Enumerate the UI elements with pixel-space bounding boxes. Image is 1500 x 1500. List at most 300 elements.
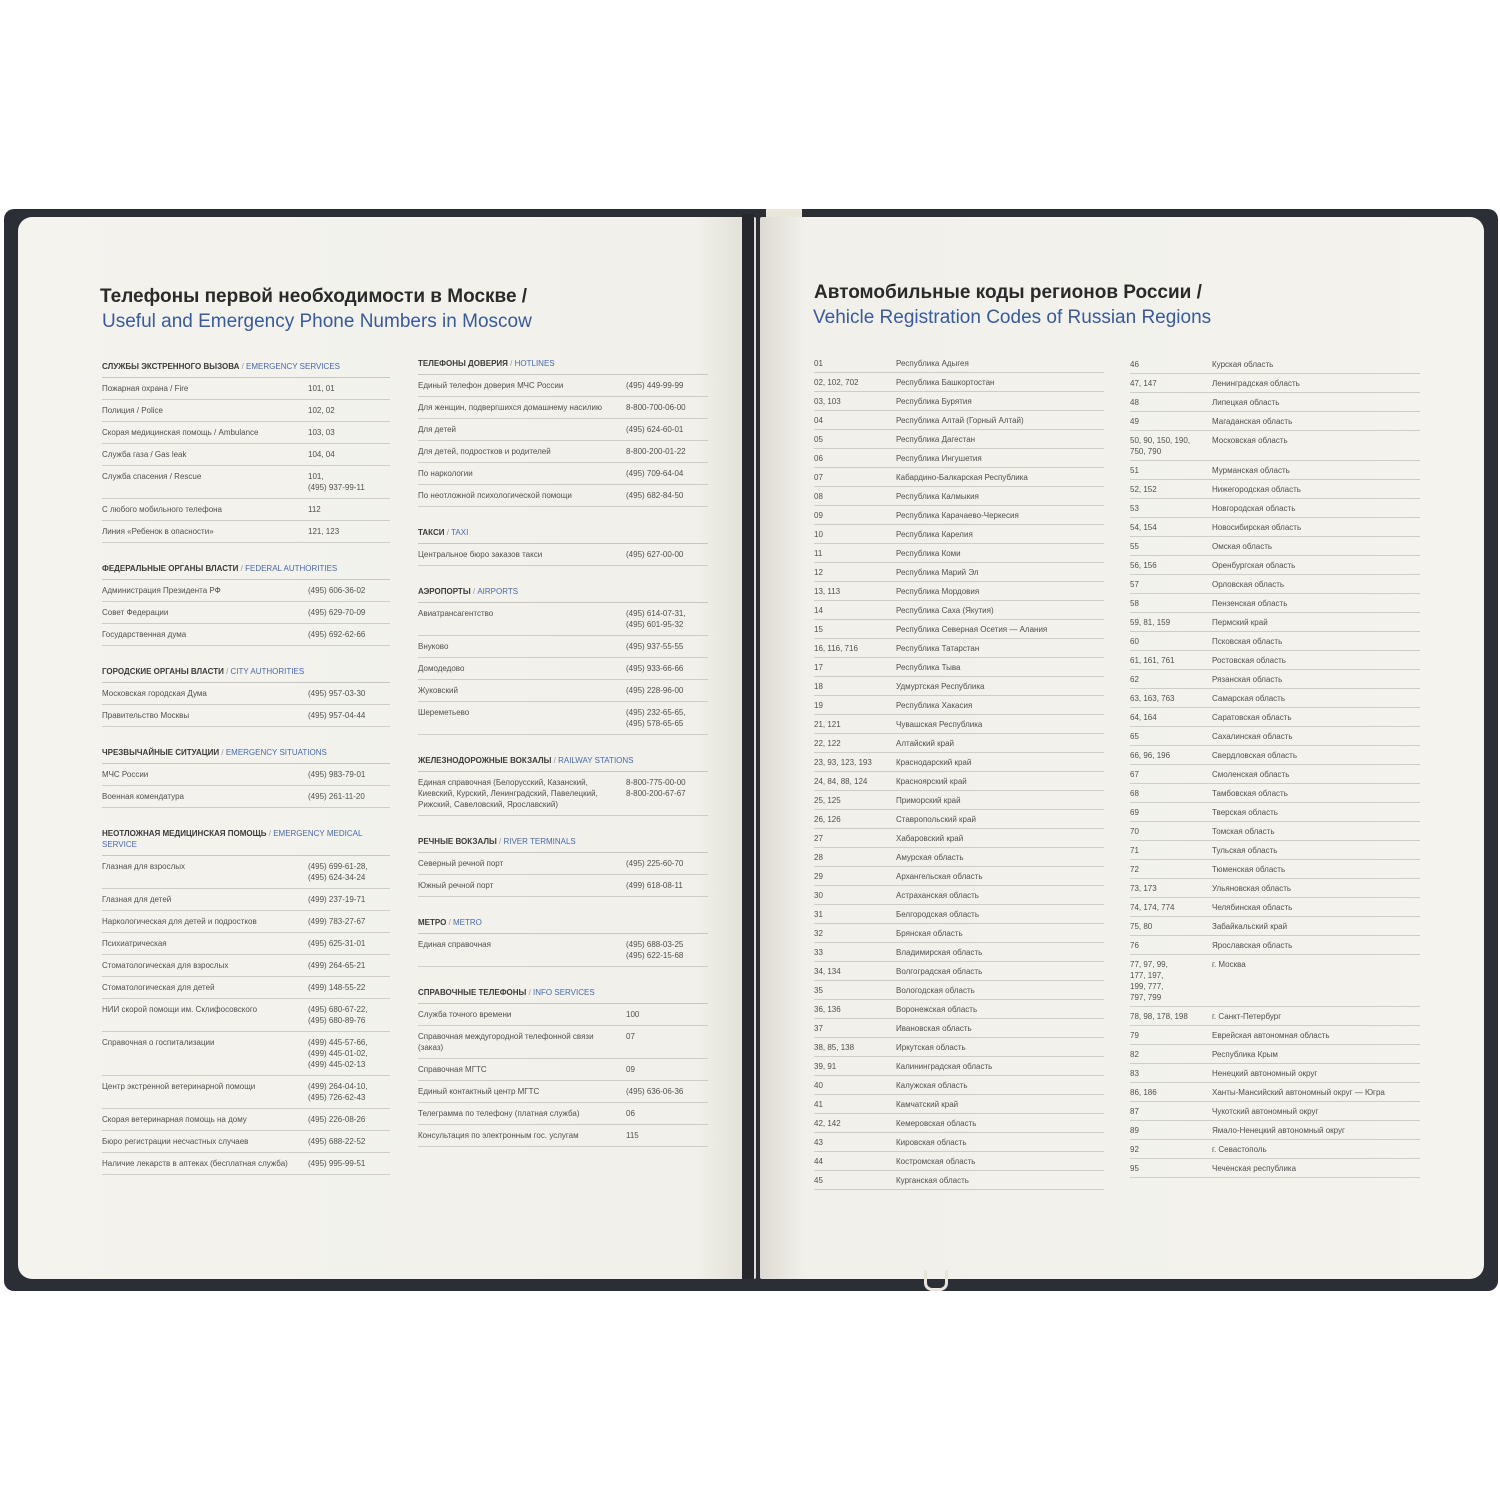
phone-row xyxy=(102,1153,390,1175)
phone-section xyxy=(418,527,708,566)
phone-section xyxy=(418,987,708,1147)
phone-row xyxy=(102,1109,390,1131)
phone-number: (495) 957-04-44 xyxy=(308,711,366,720)
phone-service-name: Для детей xyxy=(418,425,456,434)
region-row xyxy=(1130,431,1420,461)
region-row xyxy=(814,544,1104,563)
section-title-en: CITY AUTHORITIES xyxy=(230,667,305,676)
region-code: 09 xyxy=(814,511,823,520)
region-code: 23, 93, 123, 193 xyxy=(814,758,872,767)
phone-service-name: Бюро регистрации несчастных случаев xyxy=(102,1137,249,1146)
region-name: г. Санкт-Петербург xyxy=(1212,1012,1282,1021)
region-row xyxy=(1130,917,1420,936)
phone-number: (495) 688-03-25 (495) 622-15-68 xyxy=(626,940,684,960)
region-name: Республика Саха (Якутия) xyxy=(896,606,994,615)
region-code: 15 xyxy=(814,625,823,634)
phone-row xyxy=(102,856,390,889)
region-row xyxy=(814,924,1104,943)
region-code: 46 xyxy=(1130,360,1139,369)
phone-service-name: Северный речной порт xyxy=(418,859,504,868)
region-code: 38, 85, 138 xyxy=(814,1043,855,1052)
region-row xyxy=(814,1133,1104,1152)
region-name: г. Севастополь xyxy=(1212,1145,1267,1154)
region-row xyxy=(1130,393,1420,412)
phone-service-name: Служба спасения / Rescue xyxy=(102,472,202,481)
phone-service-name: Центральное бюро заказов такси xyxy=(418,550,543,559)
section-title-ru: СПРАВОЧНЫЕ ТЕЛЕФОНЫ xyxy=(418,988,527,997)
region-code: 43 xyxy=(814,1138,823,1147)
region-name: Республика Татарстан xyxy=(896,644,980,653)
bookmark-tab xyxy=(766,209,802,217)
phone-number: 101, (495) 937-99-11 xyxy=(308,472,365,492)
phone-row xyxy=(418,441,708,463)
region-name: Амурская область xyxy=(896,853,964,862)
phone-service-name: Южный речной порт xyxy=(418,881,494,890)
region-code: 54, 154 xyxy=(1130,523,1157,532)
region-row xyxy=(814,468,1104,487)
section-title-ru: ЖЕЛЕЗНОДОРОЖНЫЕ ВОКЗАЛЫ xyxy=(418,756,552,765)
region-name: Республика Ингушетия xyxy=(896,454,982,463)
region-row xyxy=(1130,1083,1420,1102)
region-name: Приморский край xyxy=(896,796,961,805)
phone-number: (495) 629-70-09 xyxy=(308,608,366,617)
phone-row xyxy=(102,683,390,705)
region-name: Красноярский край xyxy=(896,777,967,786)
region-row xyxy=(814,639,1104,658)
region-name: Брянская область xyxy=(896,929,963,938)
region-name: Волгоградская область xyxy=(896,967,983,976)
region-code: 82 xyxy=(1130,1050,1139,1059)
phone-number: 102, 02 xyxy=(308,406,335,415)
region-name: Республика Бурятия xyxy=(896,397,972,406)
phone-row xyxy=(102,400,390,422)
region-row xyxy=(1130,822,1420,841)
region-code: 25, 125 xyxy=(814,796,841,805)
region-code: 24, 84, 88, 124 xyxy=(814,777,868,786)
region-row xyxy=(814,962,1104,981)
region-codes-column-2 xyxy=(1130,355,1420,1178)
region-row xyxy=(814,620,1104,639)
phone-number: (495) 624-60-01 xyxy=(626,425,684,434)
section-title-ru: НЕОТЛОЖНАЯ МЕДИЦИНСКАЯ ПОМОЩЬ xyxy=(102,829,267,838)
region-code: 02, 102, 702 xyxy=(814,378,859,387)
phone-service-name: Авиатрансагентство xyxy=(418,609,494,618)
region-code: 75, 80 xyxy=(1130,922,1153,931)
region-code: 11 xyxy=(814,549,823,558)
phone-service-name: Наркологическая для детей и подростков xyxy=(102,917,257,926)
phone-row xyxy=(418,875,708,897)
region-name: Республика Северная Осетия — Алания xyxy=(896,625,1048,634)
section-heading xyxy=(418,917,708,934)
phone-number: (495) 957-03-30 xyxy=(308,689,366,698)
phone-number: 103, 03 xyxy=(308,428,335,437)
region-name: Ярославская область xyxy=(1212,941,1293,950)
region-code: 65 xyxy=(1130,732,1139,741)
region-name: Чукотский автономный округ xyxy=(1212,1107,1319,1116)
region-name: Калужская область xyxy=(896,1081,968,1090)
section-heading xyxy=(102,747,390,764)
region-name: Свердловская область xyxy=(1212,751,1297,760)
phone-service-name: Военная комендатура xyxy=(102,792,184,801)
region-name: Смоленская область xyxy=(1212,770,1290,779)
phone-row xyxy=(102,499,390,521)
phone-service-name: Для женщин, подвергшихся домашнему насилию xyxy=(418,403,603,412)
region-name: Ямало-Ненецкий автономный округ xyxy=(1212,1126,1345,1135)
section-title-en: AIRPORTS xyxy=(477,587,519,596)
phone-section xyxy=(418,836,708,897)
region-code: 63, 163, 763 xyxy=(1130,694,1175,703)
region-code: 40 xyxy=(814,1081,823,1090)
right-title-ru: Автомобильные коды регионов России / xyxy=(814,282,1202,303)
region-name: Астраханская область xyxy=(896,891,979,900)
phone-section xyxy=(102,563,390,646)
phone-row xyxy=(102,466,390,499)
region-row xyxy=(814,753,1104,772)
phone-number: (495) 261-11-20 xyxy=(308,792,365,801)
region-name: Курская область xyxy=(1212,360,1274,369)
region-name: Республика Тыва xyxy=(896,663,961,672)
region-name: Ставропольский край xyxy=(896,815,976,824)
region-code: 92 xyxy=(1130,1145,1139,1154)
section-heading xyxy=(102,666,390,683)
phone-row xyxy=(418,1125,708,1147)
region-row xyxy=(814,449,1104,468)
region-row xyxy=(814,677,1104,696)
region-row xyxy=(814,506,1104,525)
phone-service-name: Стоматологическая для взрослых xyxy=(102,961,229,970)
region-name: Ненецкий автономный округ xyxy=(1212,1069,1318,1078)
phone-service-name: Служба газа / Gas leak xyxy=(102,450,187,459)
region-name: Нижегородская область xyxy=(1212,485,1301,494)
section-title-ru: ТАКСИ xyxy=(418,528,445,537)
region-row xyxy=(814,411,1104,430)
region-code: 49 xyxy=(1130,417,1139,426)
region-row xyxy=(1130,374,1420,393)
region-name: Ивановская область xyxy=(896,1024,972,1033)
region-row xyxy=(814,943,1104,962)
phone-service-name: Скорая медицинская помощь / Ambulance xyxy=(102,428,259,437)
region-row xyxy=(814,525,1104,544)
region-code: 87 xyxy=(1130,1107,1139,1116)
region-row xyxy=(1130,556,1420,575)
region-code: 45 xyxy=(814,1176,823,1185)
phone-number: 121, 123 xyxy=(308,527,340,536)
phone-service-name: Психиатрическая xyxy=(102,939,167,948)
region-row xyxy=(1130,518,1420,537)
phone-service-name: Пожарная охрана / Fire xyxy=(102,384,189,393)
phone-number: (499) 237-19-71 xyxy=(308,895,366,904)
region-name: Томская область xyxy=(1212,827,1275,836)
region-code: 57 xyxy=(1130,580,1139,589)
phone-service-name: Домодедово xyxy=(418,664,465,673)
phone-section xyxy=(418,917,708,967)
phone-service-name: Правительство Москвы xyxy=(102,711,190,720)
region-code: 41 xyxy=(814,1100,823,1109)
phone-number: (495) 606-36-02 xyxy=(308,586,366,595)
region-row xyxy=(1130,1102,1420,1121)
region-code: 77, 97, 99, 177, 197, 199, 777, 797, 799 xyxy=(1130,960,1168,1002)
phone-service-name: Внуково xyxy=(418,642,449,651)
region-row xyxy=(814,696,1104,715)
region-row xyxy=(814,715,1104,734)
section-title-en: RAILWAY STATIONS xyxy=(558,756,634,765)
region-code: 58 xyxy=(1130,599,1139,608)
phone-section xyxy=(102,828,390,1175)
region-name: Алтайский край xyxy=(896,739,955,748)
phone-row xyxy=(418,1081,708,1103)
region-code: 47, 147 xyxy=(1130,379,1157,388)
region-name: Республика Башкортостан xyxy=(896,378,995,387)
region-code: 56, 156 xyxy=(1130,561,1157,570)
region-code: 78, 98, 178, 198 xyxy=(1130,1012,1188,1021)
region-row xyxy=(1130,803,1420,822)
phone-service-name: Единый контактный центр МГТС xyxy=(418,1087,540,1096)
section-title-en: EMERGENCY SITUATIONS xyxy=(225,748,327,757)
region-row xyxy=(1130,955,1420,1007)
phone-section xyxy=(102,747,390,808)
region-row xyxy=(814,829,1104,848)
phone-section xyxy=(102,666,390,727)
region-row xyxy=(1130,898,1420,917)
region-code: 35 xyxy=(814,986,823,995)
phone-section xyxy=(102,361,390,543)
phone-row xyxy=(102,378,390,400)
phone-service-name: Скорая ветеринарная помощь на дому xyxy=(102,1115,247,1124)
region-row xyxy=(1130,1140,1420,1159)
region-row xyxy=(814,430,1104,449)
phone-number: (499) 148-55-22 xyxy=(308,983,366,992)
region-row xyxy=(814,810,1104,829)
region-name: Тамбовская область xyxy=(1212,789,1288,798)
phone-row xyxy=(102,1076,390,1109)
phone-number: (495) 680-67-22, (495) 680-89-76 xyxy=(308,1005,368,1025)
section-title-ru: ФЕДЕРАЛЬНЫЕ ОРГАНЫ ВЛАСТИ xyxy=(102,564,239,573)
region-code: 95 xyxy=(1130,1164,1139,1173)
region-row xyxy=(814,601,1104,620)
region-row xyxy=(1130,784,1420,803)
section-separator: / xyxy=(507,359,515,368)
phone-number: (495) 225-60-70 xyxy=(626,859,684,868)
phone-row xyxy=(418,636,708,658)
region-name: Забайкальский край xyxy=(1212,922,1288,931)
region-row xyxy=(1130,670,1420,689)
phone-service-name: Справочная о госпитализации xyxy=(102,1038,215,1047)
region-name: Тверская область xyxy=(1212,808,1278,817)
region-row xyxy=(1130,765,1420,784)
region-code: 61, 161, 761 xyxy=(1130,656,1175,665)
phone-number: (495) 636-06-36 xyxy=(626,1087,684,1096)
region-row xyxy=(1130,1007,1420,1026)
section-separator: / xyxy=(266,829,274,838)
phone-row xyxy=(418,485,708,507)
region-name: Челябинская область xyxy=(1212,903,1293,912)
region-row xyxy=(814,582,1104,601)
section-separator: / xyxy=(238,564,246,573)
region-code: 17 xyxy=(814,663,823,672)
region-code: 74, 174, 774 xyxy=(1130,903,1175,912)
phone-service-name: По наркологии xyxy=(418,469,473,478)
region-row xyxy=(1130,461,1420,480)
section-title-ru: ТЕЛЕФОНЫ ДОВЕРИЯ xyxy=(418,359,508,368)
phone-section xyxy=(418,358,708,507)
region-row xyxy=(1130,1045,1420,1064)
region-code: 01 xyxy=(814,359,823,368)
region-code: 55 xyxy=(1130,542,1139,551)
region-name: Пензенская область xyxy=(1212,599,1288,608)
region-row xyxy=(1130,537,1420,556)
region-name: Воронежская область xyxy=(896,1005,978,1014)
region-name: Чеченская республика xyxy=(1212,1164,1297,1173)
phone-number: (499) 264-65-21 xyxy=(308,961,366,970)
region-code: 39, 91 xyxy=(814,1062,837,1071)
region-row xyxy=(814,563,1104,582)
region-row xyxy=(1130,1121,1420,1140)
phone-row xyxy=(102,1032,390,1076)
phone-row xyxy=(102,521,390,543)
region-code: 42, 142 xyxy=(814,1119,841,1128)
section-title-en: INFO SERVICES xyxy=(533,988,595,997)
region-row xyxy=(814,1095,1104,1114)
region-code: 27 xyxy=(814,834,823,843)
region-name: Республика Карелия xyxy=(896,530,973,539)
region-code: 26, 126 xyxy=(814,815,841,824)
phone-number: 100 xyxy=(626,1010,640,1019)
region-row xyxy=(1130,1026,1420,1045)
region-code: 86, 186 xyxy=(1130,1088,1157,1097)
phone-service-name: Единый телефон доверия МЧС России xyxy=(418,381,564,390)
section-heading xyxy=(418,527,708,544)
region-code: 79 xyxy=(1130,1031,1139,1040)
section-title-ru: ГОРОДСКИЕ ОРГАНЫ ВЛАСТИ xyxy=(102,667,224,676)
region-row xyxy=(1130,575,1420,594)
region-code: 62 xyxy=(1130,675,1139,684)
section-heading xyxy=(102,828,390,856)
section-heading xyxy=(418,755,708,772)
region-code: 12 xyxy=(814,568,823,577)
phone-service-name: Консультация по электронным гос. услугам xyxy=(418,1131,579,1140)
region-row xyxy=(1130,689,1420,708)
phone-row xyxy=(102,999,390,1032)
section-heading xyxy=(418,358,708,375)
section-title-ru: РЕЧНЫЕ ВОКЗАЛЫ xyxy=(418,837,497,846)
region-name: Ульяновская область xyxy=(1212,884,1292,893)
region-code: 52, 152 xyxy=(1130,485,1157,494)
region-name: Республика Адыгея xyxy=(896,359,969,368)
phone-row xyxy=(102,602,390,624)
phone-number: (495) 699-61-28, (495) 624-34-24 xyxy=(308,862,368,882)
region-code: 72 xyxy=(1130,865,1139,874)
right-title-en: Vehicle Registration Codes of Russian Regions xyxy=(813,307,1212,328)
region-row xyxy=(1130,879,1420,898)
phone-service-name: Для детей, подростков и родителей xyxy=(418,447,551,456)
region-name: Пермский край xyxy=(1212,618,1268,627)
phone-number: (495) 625-31-01 xyxy=(308,939,366,948)
region-code: 50, 90, 150, 190, 750, 790 xyxy=(1130,436,1191,456)
phone-service-name: Глазная для детей xyxy=(102,895,172,904)
section-title-en: EMERGENCY SERVICES xyxy=(246,362,340,371)
region-row xyxy=(814,1019,1104,1038)
region-code: 29 xyxy=(814,872,823,881)
region-row xyxy=(1130,1064,1420,1083)
section-separator: / xyxy=(526,988,534,997)
region-name: Хабаровский край xyxy=(896,834,964,843)
region-code: 07 xyxy=(814,473,823,482)
left-column-1 xyxy=(102,361,390,1195)
phone-service-name: МЧС России xyxy=(102,770,149,779)
section-heading xyxy=(418,987,708,1004)
region-name: Краснодарский край xyxy=(896,758,972,767)
region-name: Республика Мордовия xyxy=(896,587,980,596)
region-name: Республика Коми xyxy=(896,549,961,558)
region-name: Республика Карачаево-Черкесия xyxy=(896,511,1019,520)
region-name: Кировская область xyxy=(896,1138,967,1147)
region-row xyxy=(1130,727,1420,746)
region-name: Республика Калмыкия xyxy=(896,492,979,501)
region-name: Республика Алтай (Горный Алтай) xyxy=(896,416,1024,425)
region-name: Республика Крым xyxy=(1212,1050,1278,1059)
region-code: 14 xyxy=(814,606,823,615)
phone-service-name: Наличие лекарств в аптеках (бесплатная служба) xyxy=(102,1159,288,1168)
phone-row xyxy=(418,1059,708,1081)
region-code: 59, 81, 159 xyxy=(1130,618,1171,627)
phone-service-name: Центр экстренной ветеринарной помощи xyxy=(102,1082,256,1091)
region-row xyxy=(1130,651,1420,670)
phone-service-name: Справочная МГТС xyxy=(418,1065,487,1074)
region-code: 13, 113 xyxy=(814,587,841,596)
phone-service-name: Жуковский xyxy=(418,686,458,695)
section-heading xyxy=(102,563,390,580)
phone-number: 112 xyxy=(308,505,321,514)
region-code: 51 xyxy=(1130,466,1139,475)
phone-service-name: С любого мобильного телефона xyxy=(102,505,223,514)
section-title-ru: СЛУЖБЫ ЭКСТРЕННОГО ВЫЗОВА xyxy=(102,362,240,371)
phone-number: (495) 709-64-04 xyxy=(626,469,684,478)
region-name: Сахалинская область xyxy=(1212,732,1293,741)
region-code: 48 xyxy=(1130,398,1139,407)
phone-service-name: Служба точного времени xyxy=(418,1010,512,1019)
region-code: 37 xyxy=(814,1024,823,1033)
region-name: Новгородская область xyxy=(1212,504,1296,513)
left-title-ru: Телефоны первой необходимости в Москве / xyxy=(100,286,528,307)
region-code: 83 xyxy=(1130,1069,1139,1078)
phone-row xyxy=(418,419,708,441)
region-code: 08 xyxy=(814,492,823,501)
region-code: 67 xyxy=(1130,770,1139,779)
region-row xyxy=(1130,860,1420,879)
region-name: Белгородская область xyxy=(896,910,979,919)
region-name: Омская область xyxy=(1212,542,1273,551)
region-row xyxy=(814,1076,1104,1095)
phone-number: 8-800-200-01-22 xyxy=(626,447,686,456)
region-code: 64, 164 xyxy=(1130,713,1157,722)
region-name: Еврейская автономная область xyxy=(1212,1031,1330,1040)
region-code: 22, 122 xyxy=(814,739,841,748)
phone-service-name: Телеграмма по телефону (платная служба) xyxy=(418,1109,580,1118)
region-code: 89 xyxy=(1130,1126,1139,1135)
phone-row xyxy=(102,624,390,646)
section-title-ru: МЕТРО xyxy=(418,918,447,927)
region-name: Рязанская область xyxy=(1212,675,1283,684)
region-codes-column-1 xyxy=(814,354,1104,1190)
phone-number: 8-800-700-06-00 xyxy=(626,403,686,412)
region-name: Вологодская область xyxy=(896,986,975,995)
region-row xyxy=(1130,841,1420,860)
region-code: 44 xyxy=(814,1157,823,1166)
region-row xyxy=(1130,412,1420,431)
region-code: 06 xyxy=(814,454,823,463)
phone-number: 115 xyxy=(626,1131,639,1140)
region-code: 30 xyxy=(814,891,823,900)
